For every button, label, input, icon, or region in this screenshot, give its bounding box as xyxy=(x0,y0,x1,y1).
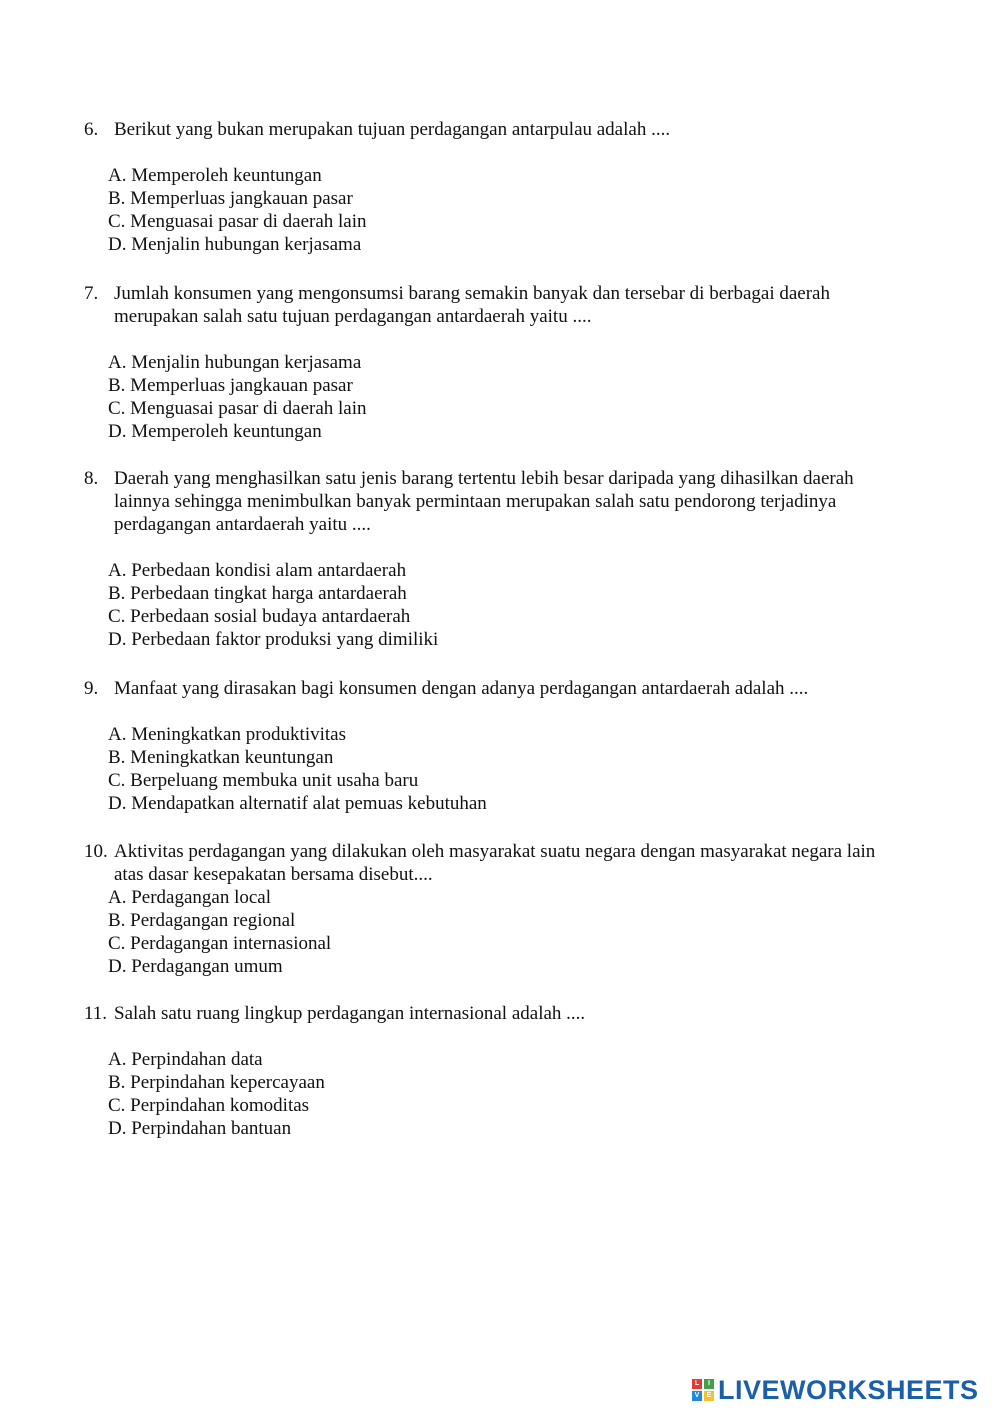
question-number: 8. xyxy=(84,468,99,489)
question-6 xyxy=(84,118,944,256)
question-number: 7. xyxy=(84,283,99,304)
question-line: lainnya sehingga menimbulkan banyak permintaan merupakan salah satu pendorong terjadinya xyxy=(114,491,837,512)
option-a[interactable]: A. Meningkatkan produktivitas xyxy=(108,724,346,745)
question-line: merupakan salah satu tujuan perdagangan antardaerah yaitu .... xyxy=(114,306,592,327)
question-line: Daerah yang menghasilkan satu jenis barang tertentu lebih besar daripada yang dihasilkan daerah xyxy=(114,468,854,489)
question-line: atas dasar kesepakatan bersama disebut.... xyxy=(114,864,433,885)
option-b[interactable]: B. Meningkatkan keuntungan xyxy=(108,747,334,768)
question-8 xyxy=(84,467,944,651)
answer-options xyxy=(84,351,944,443)
option-d[interactable]: D. Perpindahan bantuan xyxy=(108,1118,292,1139)
option-d[interactable]: D. Menjalin hubungan kerjasama xyxy=(108,234,362,255)
option-b[interactable]: B. Memperluas jangkauan pasar xyxy=(108,375,353,396)
question-line: Salah satu ruang lingkup perdagangan internasional adalah .... xyxy=(114,1003,586,1024)
liveworksheets-logo xyxy=(692,1374,979,1406)
option-d[interactable]: D. Mendapatkan alternatif alat pemuas kebutuhan xyxy=(108,793,487,814)
logo-mark-cell: V xyxy=(692,1391,702,1401)
question-11 xyxy=(84,1002,944,1140)
option-a[interactable]: A. Perdagangan local xyxy=(108,887,272,908)
option-d[interactable]: D. Memperoleh keuntungan xyxy=(108,421,322,442)
logo-text: LIVEWORKSHEETS xyxy=(718,1374,979,1405)
option-b[interactable]: B. Perpindahan kepercayaan xyxy=(108,1072,325,1093)
option-c[interactable]: C. Perdagangan internasional xyxy=(108,933,332,954)
question-10 xyxy=(84,840,944,978)
question-text xyxy=(114,467,944,536)
option-c[interactable]: C. Menguasai pasar di daerah lain xyxy=(108,211,367,232)
answer-options xyxy=(84,886,944,978)
logo-mark-cell: L xyxy=(692,1379,702,1389)
option-c[interactable]: C. Berpeluang membuka unit usaha baru xyxy=(108,770,419,791)
answer-options xyxy=(84,164,944,256)
option-b[interactable]: B. Perbedaan tingkat harga antardaerah xyxy=(108,583,407,604)
question-line: Manfaat yang dirasakan bagi konsumen dengan adanya perdagangan antardaerah adalah .... xyxy=(114,678,809,699)
option-c[interactable]: C. Perbedaan sosial budaya antardaerah xyxy=(108,606,411,627)
question-text xyxy=(114,1002,944,1025)
question-7 xyxy=(84,282,944,443)
question-number: 11. xyxy=(84,1003,108,1024)
question-line: perdagangan antardaerah yaitu .... xyxy=(114,514,371,535)
answer-options xyxy=(84,1048,944,1140)
question-text xyxy=(114,840,944,886)
option-d[interactable]: D. Perbedaan faktor produksi yang dimiliki xyxy=(108,629,439,650)
option-a[interactable]: A. Menjalin hubungan kerjasama xyxy=(108,352,362,373)
option-c[interactable]: C. Menguasai pasar di daerah lain xyxy=(108,398,367,419)
question-line: Berikut yang bukan merupakan tujuan perdagangan antarpulau adalah .... xyxy=(114,119,671,140)
answer-options xyxy=(84,559,944,651)
question-text xyxy=(114,118,944,141)
question-number: 10. xyxy=(84,841,108,862)
logo-mark-cell: I xyxy=(704,1379,714,1389)
question-line: Jumlah konsumen yang mengonsumsi barang semakin banyak dan tersebar di berbagai daerah xyxy=(114,283,830,304)
question-line: Aktivitas perdagangan yang dilakukan oleh masyarakat suatu negara dengan masyarakat negara lain xyxy=(114,841,876,862)
question-9 xyxy=(84,677,944,815)
option-c[interactable]: C. Perpindahan komoditas xyxy=(108,1095,310,1116)
option-b[interactable]: B. Memperluas jangkauan pasar xyxy=(108,188,353,209)
logo-mark-cell: E xyxy=(704,1391,714,1401)
answer-options xyxy=(84,723,944,815)
option-d[interactable]: D. Perdagangan umum xyxy=(108,956,283,977)
logo-mark-icon xyxy=(692,1379,714,1401)
question-text xyxy=(114,282,944,328)
question-number: 6. xyxy=(84,119,99,140)
option-a[interactable]: A. Perbedaan kondisi alam antardaerah xyxy=(108,560,407,581)
question-text xyxy=(114,677,944,700)
question-number: 9. xyxy=(84,678,99,699)
option-a[interactable]: A. Memperoleh keuntungan xyxy=(108,165,322,186)
option-b[interactable]: B. Perdagangan regional xyxy=(108,910,296,931)
option-a[interactable]: A. Perpindahan data xyxy=(108,1049,263,1070)
